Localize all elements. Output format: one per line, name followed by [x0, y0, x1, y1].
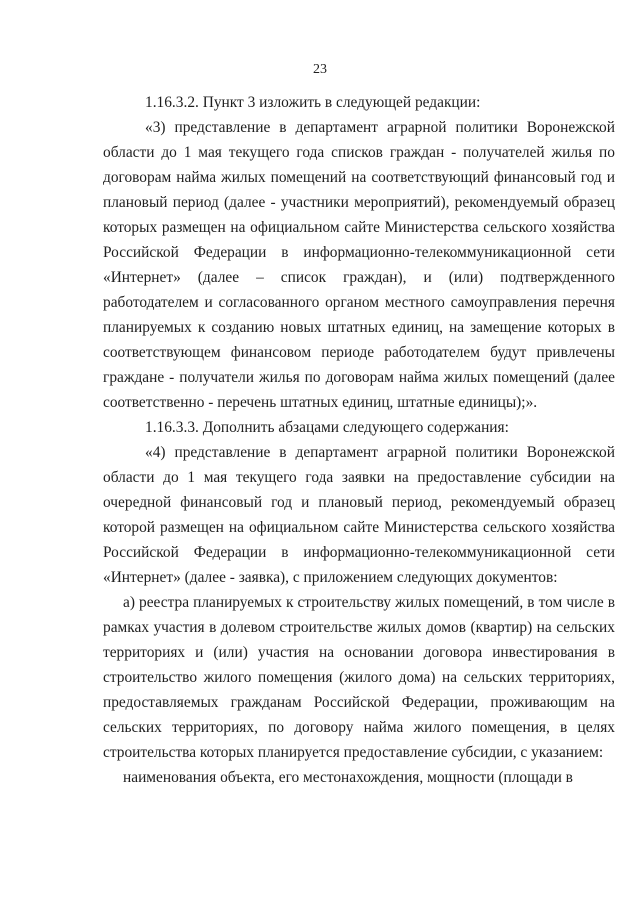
paragraph-1-16-3-3: 1.16.3.3. Дополнить абзацами следующего содержания:	[145, 419, 509, 436]
page-number: 23	[313, 62, 327, 77]
paragraph-object-name: наименования объекта, его местонахождения, мощности (площади в	[123, 769, 573, 786]
paragraph-item-3: «3) представление в департамент аграрной политики Воронежской области до 1 мая текущего года списков граждан - получателей жилья по договорам найма жилых помещений на соответствующий финансовый год и плановый период (далее - участники мероприятий), рекомендуемый образец которых размещен на официальном сайте Министерства сельского хозяйства Российской Федерации в информационно-телекоммуникационной сети «Интернет» (далее – список граждан), и (или) подтвержденного работодателем и согласованного органом местного самоуправления перечня планируемых к созданию новых штатных единиц, на замещение которых в соответствующем финансовом периоде работодателем будут привлечены граждане - получатели жилья по договорам найма жилых помещений (далее соответственно - перечень штатных единиц, штатные единицы);».	[103, 119, 615, 411]
paragraph-1-16-3-2: 1.16.3.2. Пункт 3 изложить в следующей редакции:	[145, 94, 481, 111]
document-body	[103, 90, 615, 790]
paragraph-item-a: а) реестра планируемых к строительству жилых помещений, в том числе в рамках участия в долевом строительстве жилых домов (квартир) на сельских территориях и (или) участия на основании договора инвестирования в строительство жилого помещения (жилого дома) на сельских территориях, предоставляемых гражданам Российской Федерации, проживающим на сельских территориях, по договору найма жилого помещения, в целях строительства которых планируется предоставление субсидии, с указанием:	[103, 594, 615, 761]
paragraph-item-4: «4) представление в департамент аграрной политики Воронежской области до 1 мая текущего года заявки на предоставление субсидии на очередной финансовый год и плановый период, рекомендуемый образец которой размещен на официальном сайте Министерства сельского хозяйства Российской Федерации в информационно-телекоммуникационной сети «Интернет» (далее - заявка), с приложением следующих документов:	[103, 444, 615, 586]
